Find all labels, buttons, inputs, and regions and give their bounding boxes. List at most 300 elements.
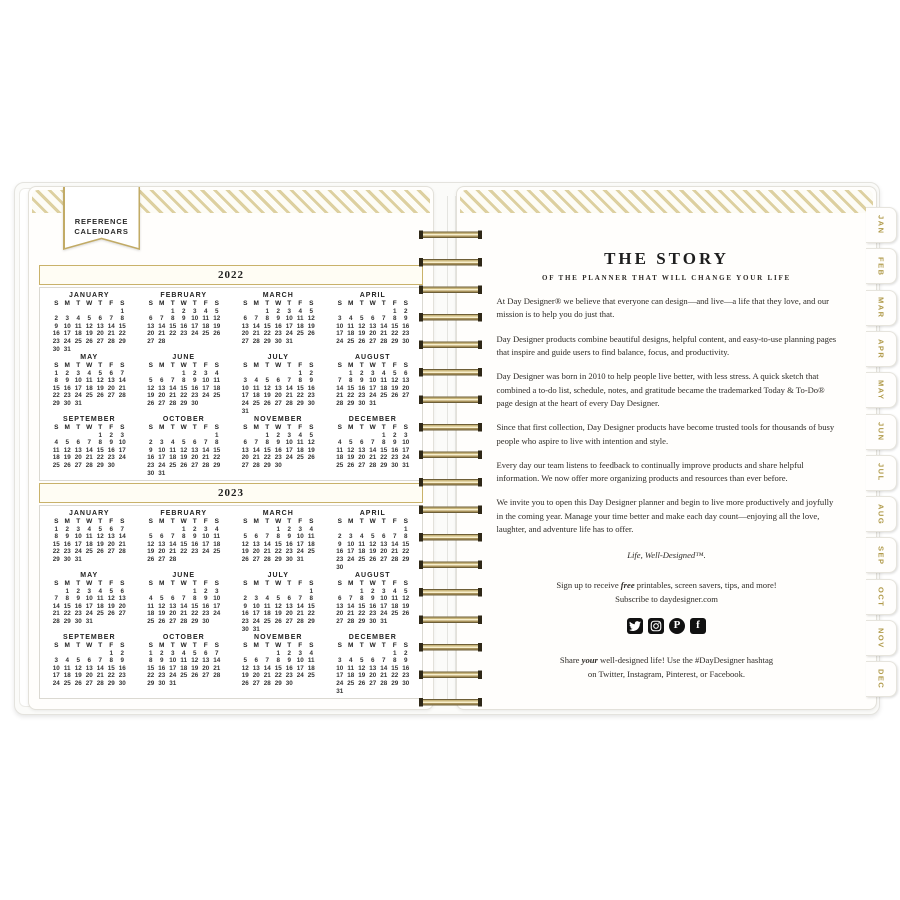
day-cell: 1 (170, 307, 175, 315)
day-cell: 11 (213, 377, 221, 385)
day-header: T (98, 642, 103, 649)
month-january-2022 (42, 292, 137, 354)
day-cell: 18 (252, 392, 260, 400)
day-cell-empty (156, 308, 167, 316)
day-cell: 20 (96, 330, 104, 338)
day-header: F (298, 300, 303, 307)
day-cell: 8 (181, 377, 186, 385)
month-day-grid (231, 518, 326, 564)
day-cell: 10 (296, 657, 304, 665)
day-header: T (170, 642, 175, 649)
day-header: S (214, 362, 219, 369)
day-header: T (381, 300, 386, 307)
month-title: NOVEMBER (254, 416, 303, 423)
day-cell-empty (95, 308, 106, 316)
day-cell: 9 (159, 657, 164, 665)
tab-mar[interactable] (866, 290, 897, 326)
day-cell: 22 (391, 330, 399, 338)
day-cell-empty (262, 650, 273, 658)
day-cell: 22 (380, 454, 388, 462)
tab-feb[interactable] (866, 248, 897, 284)
day-cell: 15 (118, 322, 126, 330)
day-cell: 2 (76, 587, 80, 595)
day-cell: 12 (391, 377, 399, 385)
day-cell: 1 (181, 369, 186, 377)
day-cell: 9 (192, 377, 197, 385)
day-cell: 10 (74, 533, 82, 541)
day-cell: 17 (169, 664, 177, 672)
day-cell: 13 (85, 664, 93, 672)
day-cell: 2 (120, 649, 124, 657)
day-header: M (253, 580, 259, 587)
day-cell: 26 (358, 679, 366, 687)
day-cell-empty (73, 308, 84, 316)
day-cell: 3 (192, 307, 197, 315)
day-cell: 26 (274, 617, 282, 625)
day-cell: 15 (307, 602, 315, 610)
day-cell: 26 (74, 679, 82, 687)
day-header: S (120, 642, 125, 649)
day-cell: 11 (96, 595, 104, 603)
day-cell: 6 (109, 369, 113, 377)
day-cell: 17 (241, 392, 249, 400)
day-cell: 20 (402, 384, 410, 392)
day-cell: 7 (170, 377, 175, 385)
day-cell: 27 (191, 461, 199, 469)
day-cell: 12 (369, 540, 377, 548)
day-cell: 3 (287, 431, 291, 439)
day-cell-empty (334, 650, 345, 658)
day-cell: 17 (191, 322, 199, 330)
day-cell: 14 (169, 540, 177, 548)
day-cell: 5 (109, 587, 113, 595)
day-cell: 24 (74, 548, 82, 556)
day-cell: 27 (158, 399, 166, 407)
day-cell: 9 (192, 533, 197, 541)
day-cell: 9 (203, 595, 208, 603)
day-cell: 28 (118, 392, 126, 400)
day-header: S (243, 518, 248, 525)
day-cell-empty (167, 588, 178, 596)
day-cell: 16 (307, 384, 315, 392)
day-cell-empty (145, 432, 156, 440)
day-cell: 2 (159, 649, 164, 657)
day-cell: 11 (202, 315, 210, 323)
banner-label (63, 217, 140, 236)
day-cell: 18 (85, 540, 93, 548)
day-cell: 20 (147, 330, 155, 338)
day-cell: 23 (285, 672, 293, 680)
day-cell: 23 (358, 392, 366, 400)
day-header: T (359, 518, 364, 525)
day-header: S (148, 424, 153, 431)
tab-label: JAN (876, 215, 886, 235)
day-cell: 21 (213, 664, 221, 672)
day-header: S (54, 580, 59, 587)
day-cell: 16 (74, 602, 82, 610)
month-day-grid (42, 518, 137, 564)
day-header: M (64, 300, 70, 307)
day-cell: 3 (203, 369, 208, 377)
day-cell: 11 (391, 595, 399, 603)
day-cell: 15 (274, 664, 282, 672)
month-day-grid (137, 518, 232, 564)
day-cell: 26 (307, 454, 315, 462)
day-cell-empty (189, 432, 200, 440)
day-cell: 30 (202, 617, 210, 625)
day-cell: 20 (85, 672, 93, 680)
day-cell: 28 (169, 555, 177, 563)
day-cell: 22 (296, 392, 304, 400)
twitter-icon[interactable] (627, 618, 643, 634)
story-paragraph: Day Designer was born in 2010 to help people live better, with less stress. A quick sketch that combined a to-do list, schedule, notes, and gratitude became the trademarked Today & To-Do® page design at the heart of every Day Designer. (496, 371, 825, 408)
month-title: MARCH (262, 510, 294, 517)
tab-sep[interactable] (866, 537, 897, 573)
tab-label: AUG (876, 503, 886, 525)
day-cell: 24 (63, 337, 71, 345)
day-cell: 22 (180, 548, 188, 556)
day-cell: 18 (202, 322, 210, 330)
share-pre: Share (559, 654, 582, 665)
day-cell: 25 (347, 679, 355, 687)
day-header: S (243, 424, 248, 431)
month-september-2023 (42, 634, 137, 696)
day-cell: 3 (243, 377, 247, 385)
day-cell: 4 (298, 431, 302, 439)
day-cell: 17 (336, 672, 344, 680)
day-cell: 2 (403, 307, 408, 315)
day-cell: 15 (402, 540, 410, 548)
day-cell: 4 (98, 587, 102, 595)
day-cell: 29 (296, 399, 304, 407)
day-cell: 20 (252, 672, 260, 680)
day-header: W (275, 300, 282, 307)
day-cell-empty (73, 432, 84, 440)
day-cell: 24 (158, 461, 166, 469)
day-header: S (337, 424, 342, 431)
day-header: T (265, 580, 270, 587)
day-cell: 15 (52, 384, 60, 392)
day-cell: 25 (296, 330, 304, 338)
day-cell: 11 (336, 446, 344, 454)
day-header: M (253, 642, 259, 649)
day-cell-empty (367, 432, 378, 440)
day-cell: 11 (63, 664, 71, 672)
day-cell-empty (334, 588, 345, 596)
story-subtitle: OF THE PLANNER THAT WILL CHANGE YOUR LIFE (541, 274, 792, 282)
day-header: S (54, 518, 59, 525)
day-header: T (287, 424, 292, 431)
share-emphasis: your (581, 654, 598, 665)
share-post: well-designed life! Use the #DayDesigner hashtag (597, 654, 774, 665)
day-cell: 27 (74, 461, 82, 469)
day-cell: 7 (120, 525, 124, 533)
day-cell: 31 (63, 345, 71, 353)
day-header: T (381, 424, 386, 431)
day-header: F (109, 642, 114, 649)
tab-nov[interactable] (866, 620, 897, 656)
day-cell: 13 (241, 446, 249, 454)
day-cell: 14 (158, 322, 166, 330)
day-cell: 19 (402, 602, 410, 610)
day-cell: 26 (213, 330, 221, 338)
day-cell: 19 (263, 392, 271, 400)
day-cell: 19 (96, 384, 104, 392)
day-cell: 18 (307, 664, 315, 672)
day-cell: 11 (180, 657, 188, 665)
day-cell: 2 (192, 369, 197, 377)
day-cell: 17 (63, 330, 71, 338)
day-cell: 24 (241, 399, 249, 407)
day-header: S (337, 580, 342, 587)
day-cell-empty (167, 370, 178, 378)
day-cell: 3 (370, 369, 375, 377)
day-cell: 31 (296, 555, 304, 563)
day-cell: 7 (159, 315, 164, 323)
tab-jun[interactable] (866, 414, 897, 450)
month-title: JULY (267, 572, 289, 579)
day-cell: 27 (169, 617, 177, 625)
day-cell: 28 (263, 679, 271, 687)
day-cell: 9 (120, 657, 124, 665)
day-cell: 22 (307, 610, 315, 618)
day-cell: 17 (202, 540, 210, 548)
day-cell: 12 (107, 595, 115, 603)
day-cell: 29 (263, 461, 271, 469)
day-header: F (203, 300, 208, 307)
month-title: JANUARY (68, 292, 110, 299)
day-cell: 7 (381, 657, 386, 665)
day-cell: 7 (214, 649, 219, 657)
day-cell: 28 (158, 337, 166, 345)
day-cell: 23 (180, 330, 188, 338)
day-cell: 25 (307, 548, 315, 556)
pinterest-icon[interactable]: P (669, 618, 685, 634)
day-cell: 20 (202, 664, 210, 672)
day-cell: 29 (347, 399, 355, 407)
day-cell: 19 (63, 454, 71, 462)
day-cell: 25 (85, 548, 93, 556)
day-cell: 17 (213, 602, 221, 610)
tab-jan[interactable] (866, 207, 897, 243)
day-cell: 19 (147, 548, 155, 556)
day-cell: 11 (213, 533, 221, 541)
day-cell: 6 (254, 657, 258, 665)
day-cell-empty (178, 432, 189, 440)
day-cell: 30 (402, 679, 410, 687)
day-cell: 27 (369, 679, 377, 687)
tab-aug[interactable] (866, 496, 897, 532)
day-cell: 16 (285, 664, 293, 672)
day-cell: 30 (391, 461, 399, 469)
day-cell: 21 (380, 330, 388, 338)
day-cell: 7 (120, 369, 124, 377)
day-cell: 13 (147, 322, 155, 330)
day-header: F (109, 424, 114, 431)
day-header: W (369, 362, 376, 369)
day-cell: 12 (180, 446, 188, 454)
day-cell: 24 (169, 672, 177, 680)
month-title: MAY (80, 572, 99, 579)
day-cell: 24 (285, 454, 293, 462)
signup-line2: Subscribe to daydesigner.com (615, 594, 718, 605)
day-cell: 14 (263, 540, 271, 548)
day-cell: 1 (65, 587, 69, 595)
day-cell: 1 (276, 649, 280, 657)
day-cell: 9 (403, 657, 408, 665)
day-cell: 7 (298, 595, 302, 603)
day-header: T (98, 424, 103, 431)
day-header: T (170, 362, 175, 369)
day-cell: 3 (76, 525, 80, 533)
day-cell-empty (62, 650, 73, 658)
day-cell: 21 (202, 454, 210, 462)
day-cell: 12 (63, 446, 71, 454)
day-cell: 8 (392, 657, 397, 665)
day-cell-empty (284, 370, 295, 378)
tab-may[interactable] (866, 372, 897, 408)
day-cell-empty (95, 650, 106, 658)
day-cell: 9 (109, 439, 113, 447)
day-cell: 7 (87, 439, 91, 447)
tab-dec[interactable] (866, 661, 897, 697)
day-cell: 20 (158, 392, 166, 400)
day-header: M (159, 642, 165, 649)
day-cell: 14 (213, 657, 221, 665)
month-october-2022 (137, 416, 232, 478)
day-cell: 14 (52, 602, 60, 610)
day-cell: 18 (347, 672, 355, 680)
day-cell: 8 (276, 533, 280, 541)
day-cell: 6 (98, 315, 102, 323)
day-cell: 25 (52, 461, 60, 469)
day-cell: 21 (169, 548, 177, 556)
day-cell: 12 (74, 664, 82, 672)
day-cell: 15 (169, 322, 177, 330)
tab-oct[interactable] (866, 579, 897, 615)
day-cell-empty (84, 650, 95, 658)
day-cell: 31 (402, 461, 410, 469)
day-cell: 4 (87, 525, 91, 533)
day-cell: 21 (169, 392, 177, 400)
day-cell: 27 (285, 617, 293, 625)
day-cell-empty (334, 432, 345, 440)
day-header: T (287, 580, 292, 587)
day-cell: 25 (96, 610, 104, 618)
day-header: F (392, 300, 397, 307)
day-cell: 22 (169, 330, 177, 338)
day-cell: 10 (74, 377, 82, 385)
day-cell: 27 (402, 392, 410, 400)
day-cell: 5 (65, 439, 69, 447)
day-cell: 8 (65, 595, 69, 603)
day-cell: 25 (391, 610, 399, 618)
day-cell: 21 (296, 610, 304, 618)
day-cell: 8 (265, 439, 269, 447)
day-cell: 23 (336, 555, 344, 563)
day-cell: 9 (287, 533, 291, 541)
day-cell: 17 (296, 540, 304, 548)
instagram-icon[interactable] (648, 618, 664, 634)
day-cell: 24 (191, 330, 199, 338)
day-cell: 26 (85, 337, 93, 345)
day-cell: 11 (296, 439, 304, 447)
day-header: S (148, 580, 153, 587)
day-cell: 10 (369, 377, 377, 385)
day-cell: 13 (252, 540, 260, 548)
day-header: T (359, 362, 364, 369)
day-cell: 26 (241, 555, 249, 563)
day-cell: 13 (191, 446, 199, 454)
day-cell: 18 (213, 540, 221, 548)
day-cell: 28 (263, 555, 271, 563)
day-cell: 29 (147, 679, 155, 687)
day-header: W (86, 362, 93, 369)
day-cell: 1 (381, 431, 386, 439)
day-cell: 18 (347, 330, 355, 338)
day-cell-empty (51, 650, 62, 658)
day-header: W (180, 580, 187, 587)
day-cell: 3 (298, 649, 302, 657)
day-cell: 17 (118, 446, 126, 454)
day-cell-empty (295, 588, 306, 596)
day-cell: 26 (147, 555, 155, 563)
day-cell: 19 (96, 540, 104, 548)
day-cell: 6 (159, 377, 164, 385)
tab-apr[interactable] (866, 331, 897, 367)
month-december-2022 (326, 416, 421, 478)
day-cell: 9 (370, 595, 375, 603)
day-cell: 4 (348, 657, 353, 665)
day-cell: 15 (213, 446, 221, 454)
day-header: F (392, 518, 397, 525)
day-cell: 21 (252, 454, 260, 462)
signup-emphasis: free (620, 580, 635, 591)
day-cell: 14 (96, 664, 104, 672)
day-cell: 13 (285, 602, 293, 610)
day-cell: 6 (359, 439, 364, 447)
day-cell: 13 (118, 595, 126, 603)
day-cell: 9 (243, 602, 247, 610)
day-cell: 10 (213, 595, 221, 603)
day-cell: 13 (74, 446, 82, 454)
day-cell: 11 (296, 315, 304, 323)
day-cell: 25 (147, 617, 155, 625)
day-header: M (159, 518, 165, 525)
day-cell: 8 (54, 533, 58, 541)
day-cell: 21 (252, 330, 260, 338)
day-cell: 8 (214, 439, 219, 447)
day-cell: 15 (63, 602, 71, 610)
facebook-icon[interactable]: f (690, 618, 706, 634)
day-cell: 5 (76, 657, 80, 665)
day-cell-empty (378, 526, 389, 534)
day-cell: 8 (403, 533, 408, 541)
tab-jul[interactable] (866, 455, 897, 491)
day-cell: 30 (274, 461, 282, 469)
day-cell: 3 (298, 525, 302, 533)
month-title: APRIL (359, 292, 386, 299)
day-cell: 29 (213, 461, 221, 469)
day-header: M (348, 362, 354, 369)
share-text (457, 654, 876, 682)
day-cell: 26 (347, 461, 355, 469)
day-cell: 6 (370, 315, 375, 323)
day-cell: 24 (296, 548, 304, 556)
month-march-2022 (231, 292, 326, 354)
day-header: S (309, 362, 314, 369)
month-april-2022 (326, 292, 421, 354)
